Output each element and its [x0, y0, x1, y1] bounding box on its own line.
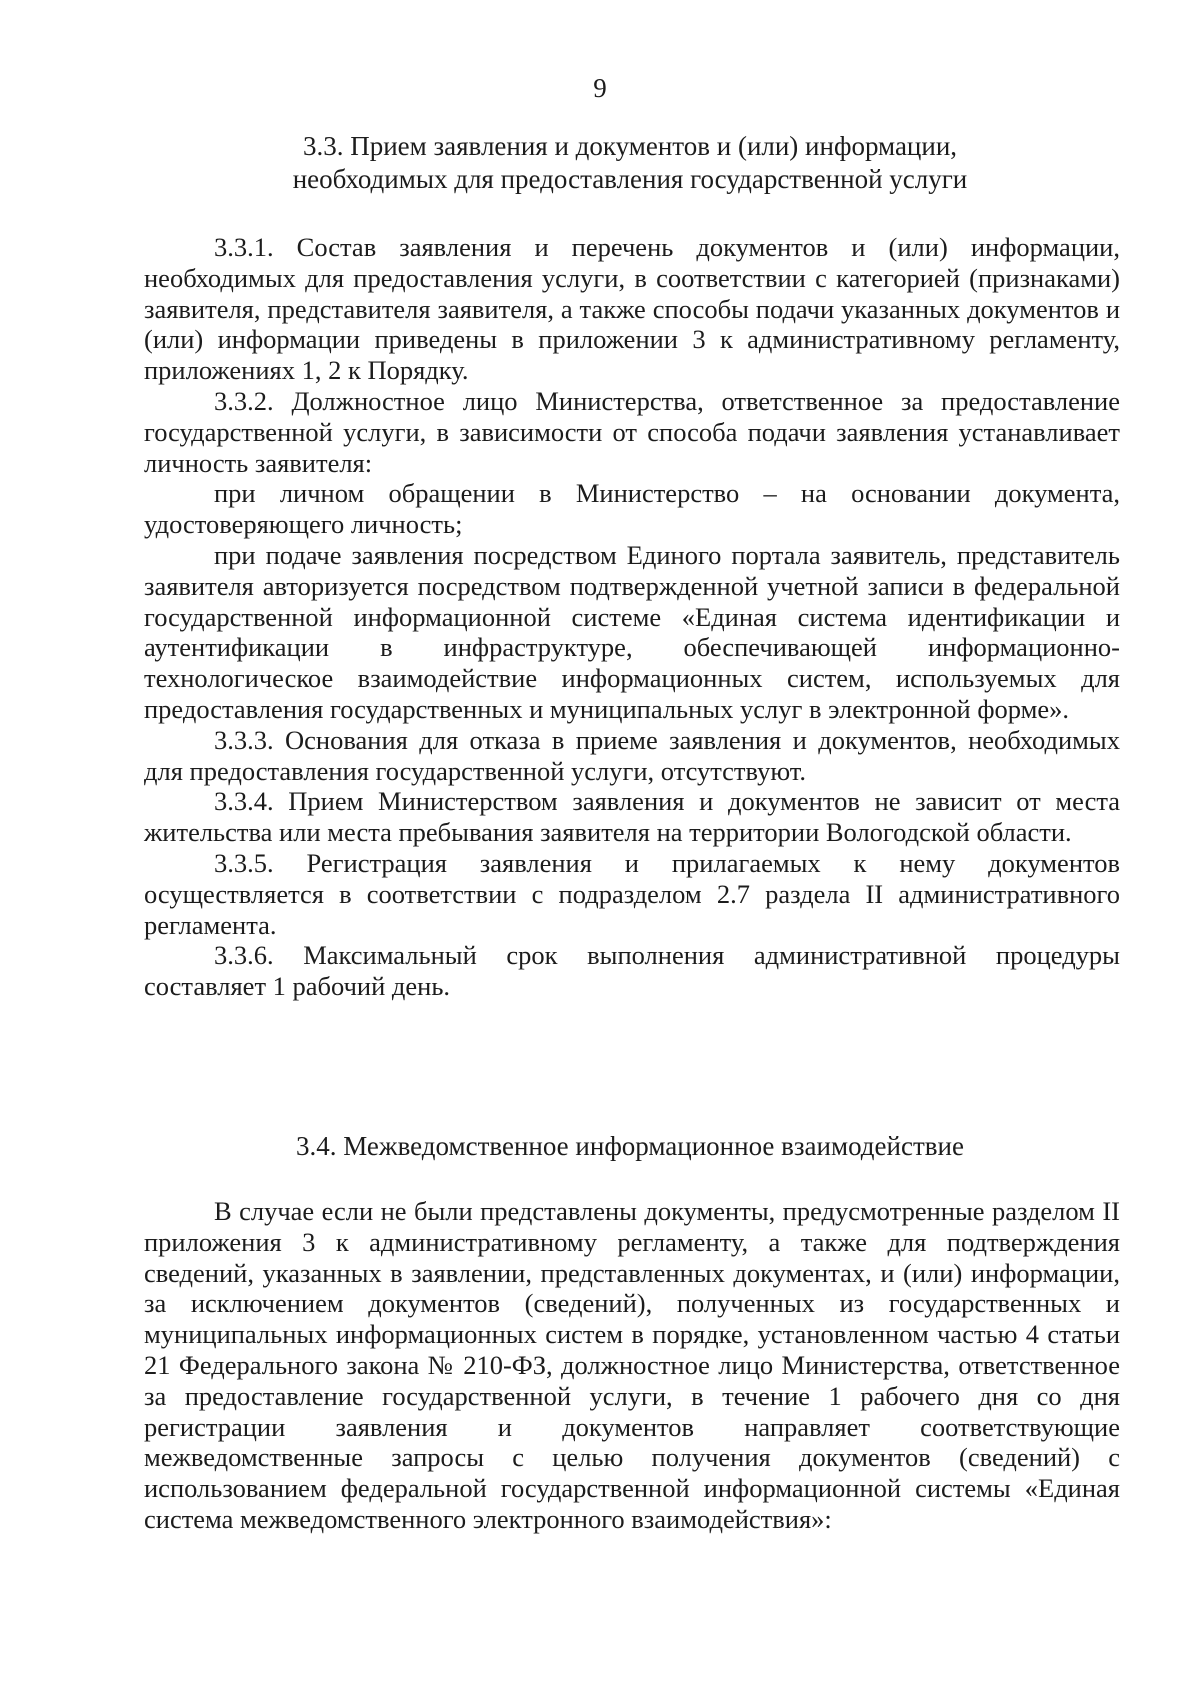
paragraph-personal-visit: при личном обращении в Министерство – на основании документа, удостоверяющего личность;: [144, 478, 1120, 540]
paragraph-3-3-1: 3.3.1. Состав заявления и перечень документов и (или) информации, необходимых для предоставления услуги, в соответствии с категорией (признаками) заявителя, представителя заявителя, а также способы подачи указанных документов и (или) информации приведены в приложении 3 к административному регламенту, приложениях 1, 2 к Порядку.: [144, 232, 1120, 386]
paragraph-3-3-6: 3.3.6. Максимальный срок выполнения административной процедуры составляет 1 рабочий день.: [144, 940, 1120, 1002]
paragraph-3-3-3: 3.3.3. Основания для отказа в приеме заявления и документов, необходимых для предоставления государственной услуги, отсутствуют.: [144, 724, 1120, 786]
section-3-3-body: [144, 232, 1120, 1002]
paragraph-3-3-2: 3.3.2. Должностное лицо Министерства, ответственное за предоставление государственной услуги, в зависимости от способа подачи заявления устанавливает личность заявителя:: [144, 385, 1120, 478]
section-3-3-title-line1: 3.3. Прием заявления и документов и (или) информации,: [302, 131, 958, 161]
section-3-3-title-line2: необходимых для предоставления государственной услуги: [292, 164, 968, 194]
paragraph-3-3-5: 3.3.5. Регистрация заявления и прилагаемых к нему документов осуществляется в соответствии с подразделом 2.7 раздела II административного регламента.: [144, 847, 1120, 940]
paragraph-3-4: В случае если не были представлены документы, предусмотренные разделом II приложения 3 к административному регламенту, а также для подтверждения сведений, указанных в заявлении, представленных документах, и (или) информации, за исключением документов (сведений), полученных из государственных и муниципальных информационных систем в порядке, установленном частью 4 статьи 21 Федерального закона № 210-ФЗ, должностное лицо Министерства, ответственное за предоставление государственной услуги, в течение 1 рабочего дня со дня регистрации заявления и документов направляет соответствующие межведомственные запросы с целью получения документов (сведений) с использованием федеральной государственной информационной системы «Единая система межведомственного электронного взаимодействия»:: [144, 1196, 1120, 1534]
section-3-4-title: 3.4. Межведомственное информационное взаимодействие: [296, 1131, 964, 1161]
page-number: 9: [593, 73, 607, 103]
paragraph-single-portal: при подаче заявления посредством Единого портала заявитель, представитель заявителя авторизуется посредством подтвержденной учетной записи в федеральной государственной информационной системе «Единая система идентификации и аутентификации в инфраструктуре, обеспечивающей информационно-технологическое взаимодействие информационных систем, используемых для предоставления государственных и муниципальных услуг в электронной форме».: [144, 539, 1120, 724]
paragraph-3-3-4: 3.3.4. Прием Министерством заявления и документов не зависит от места жительства или места пребывания заявителя на территории Вологодской области.: [144, 786, 1120, 848]
section-3-4-body: [144, 1196, 1120, 1535]
section-3-3-title: [140, 130, 1120, 196]
